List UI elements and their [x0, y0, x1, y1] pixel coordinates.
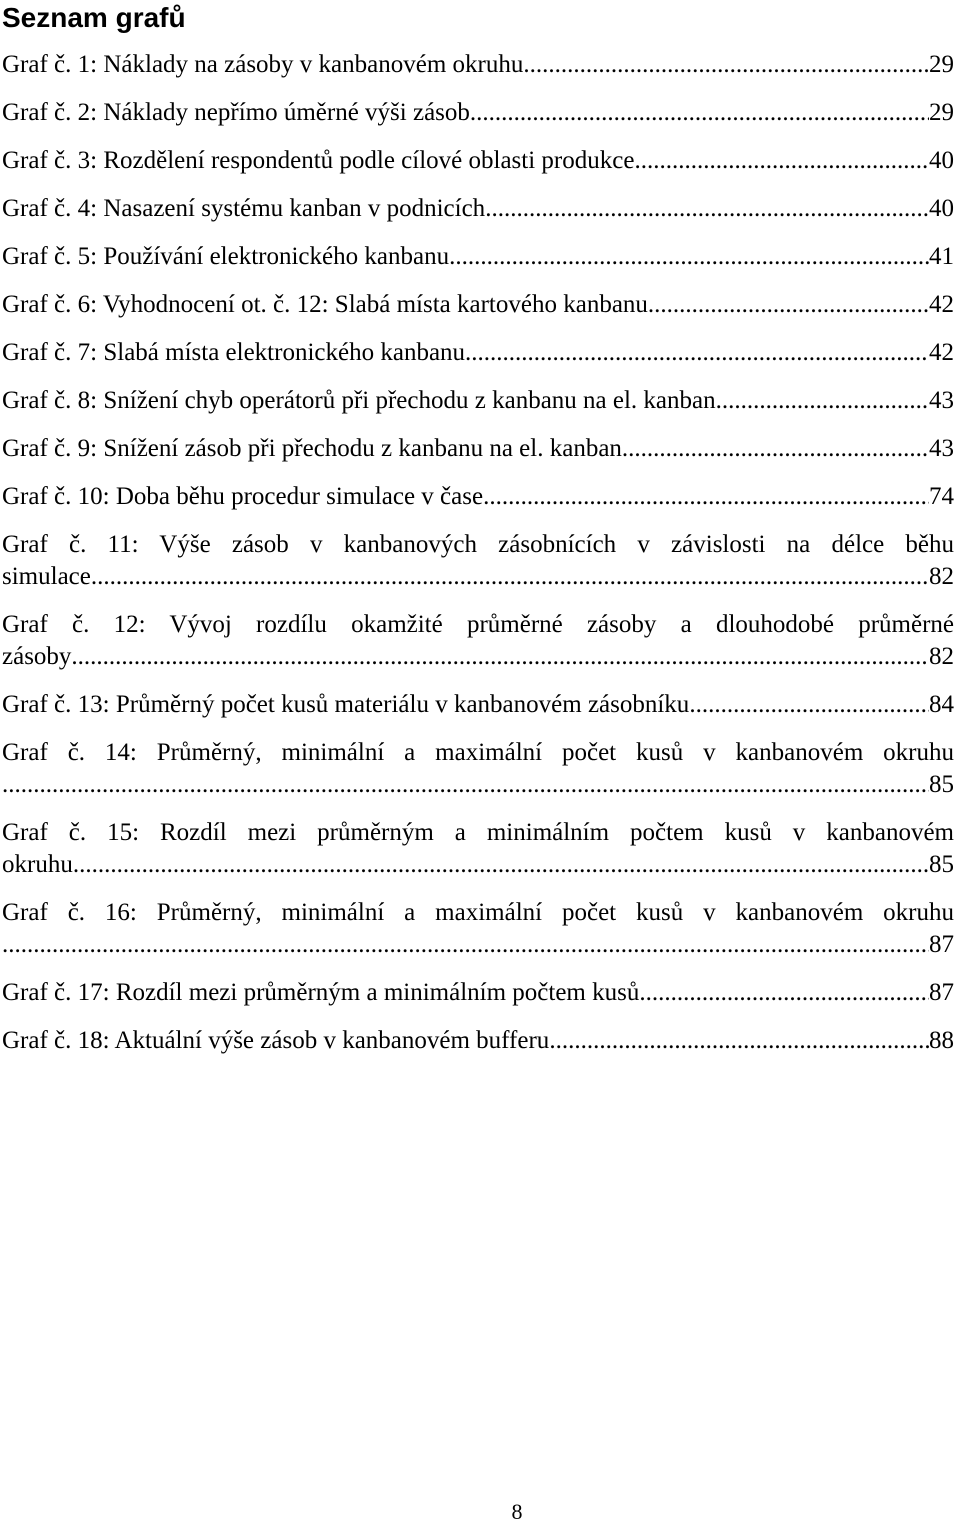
toc-entry-page: 42 [929, 339, 954, 366]
toc-entry-title: simulace [2, 563, 91, 590]
toc-entry[interactable] [2, 49, 954, 81]
toc-entry-title: Graf č. 10: Doba běhu procedur simulace v čase [2, 483, 484, 510]
toc-entry-page: 85 [929, 851, 954, 878]
toc-entry[interactable] [2, 1025, 954, 1057]
dot-leader [716, 385, 929, 417]
toc-entry-page: 29 [929, 99, 954, 126]
toc-entry-page: 74 [929, 483, 954, 510]
dot-leader [622, 433, 929, 465]
toc-entry[interactable] [2, 193, 954, 225]
toc-entry[interactable] [2, 145, 954, 177]
toc-entry-title: Graf č. 9: Snížení zásob při přechodu z kanbanu na el. kanban [2, 435, 622, 462]
toc-entry-title: Graf č. 14: Průměrný, minimální a maximální počet kusů v kanbanovém okruhu [2, 739, 954, 766]
toc-entry[interactable] [2, 433, 954, 465]
toc-entry-page: 82 [929, 563, 954, 590]
toc-entry[interactable] [2, 897, 954, 961]
toc-entry-page: 42 [929, 291, 954, 318]
toc-entry-page: 29 [929, 51, 954, 78]
toc-entry-title: Graf č. 12: Vývoj rozdílu okamžité průměrné zásoby a dlouhodobé průměrné [2, 611, 954, 638]
dot-leader [485, 193, 929, 225]
toc-entry-page: 87 [929, 979, 954, 1006]
dot-leader [634, 145, 929, 177]
dot-leader [91, 561, 929, 593]
toc-entry-title: Graf č. 1: Náklady na zásoby v kanbanovém okruhu [2, 51, 524, 78]
toc-entry-page: 88 [929, 1027, 954, 1054]
toc-entry-title: Graf č. 18: Aktuální výše zásob v kanbanovém bufferu [2, 1027, 550, 1054]
toc-entry-page: 85 [929, 771, 954, 798]
dot-leader [71, 641, 929, 673]
toc-entry[interactable] [2, 609, 954, 673]
dot-leader [549, 1025, 929, 1057]
page-number: 8 [511, 1499, 523, 1524]
toc-entry[interactable] [2, 241, 954, 273]
toc-entry-page: 43 [929, 387, 954, 414]
toc-entry-title: Graf č. 5: Používání elektronického kanbanu [2, 243, 450, 270]
dot-leader [483, 481, 929, 513]
toc-entry-title: Graf č. 17: Rozdíl mezi průměrným a minimálním počtem kusů [2, 979, 640, 1006]
list-of-graphs [2, 49, 954, 1073]
dot-leader [73, 849, 929, 881]
toc-entry-page: 82 [929, 643, 954, 670]
toc-entry[interactable] [2, 529, 954, 593]
toc-entry-title: okruhu [2, 851, 73, 878]
toc-entry-title: Graf č. 7: Slabá místa elektronického kanbanu [2, 339, 466, 366]
dot-leader [523, 49, 929, 81]
toc-entry[interactable] [2, 481, 954, 513]
dot-leader [648, 289, 929, 321]
toc-entry-page: 41 [929, 243, 954, 270]
toc-entry-title: Graf č. 8: Snížení chyb operátorů při přechodu z kanbanu na el. kanban [2, 387, 716, 414]
dot-leader [689, 689, 929, 721]
toc-entry-page: 87 [929, 931, 954, 958]
dot-leader [639, 977, 929, 1009]
toc-entry-title: zásoby [2, 643, 72, 670]
toc-entry-title: Graf č. 15: Rozdíl mezi průměrným a minimálním počtem kusů v kanbanovém [2, 819, 954, 846]
toc-entry-title: Graf č. 4: Nasazení systému kanban v podnicích [2, 195, 486, 222]
toc-entry[interactable] [2, 977, 954, 1009]
page-heading: Seznam grafů [2, 2, 186, 33]
toc-entry[interactable] [2, 289, 954, 321]
toc-entry-title: Graf č. 6: Vyhodnocení ot. č. 12: Slabá místa kartového kanbanu [2, 291, 648, 318]
toc-entry-page: 40 [929, 147, 954, 174]
toc-entry[interactable] [2, 97, 954, 129]
toc-entry-page: 43 [929, 435, 954, 462]
toc-entry[interactable] [2, 337, 954, 369]
toc-entry-page: 40 [929, 195, 954, 222]
toc-entry[interactable] [2, 689, 954, 721]
toc-entry-title: Graf č. 3: Rozdělení respondentů podle cílové oblasti produkce [2, 147, 635, 174]
toc-entry-title: Graf č. 2: Náklady nepřímo úměrné výši zásob [2, 99, 470, 126]
dot-leader [470, 97, 929, 129]
toc-entry[interactable] [2, 737, 954, 801]
dot-leader [2, 929, 929, 961]
toc-entry-title: Graf č. 13: Průměrný počet kusů materiálu v kanbanovém zásobníku [2, 691, 690, 718]
toc-entry-page: 84 [929, 691, 954, 718]
dot-leader [465, 337, 929, 369]
dot-leader [449, 241, 929, 273]
toc-entry[interactable] [2, 817, 954, 881]
toc-entry-title: Graf č. 16: Průměrný, minimální a maximální počet kusů v kanbanovém okruhu [2, 899, 954, 926]
toc-entry[interactable] [2, 385, 954, 417]
dot-leader [2, 769, 929, 801]
toc-entry-title: Graf č. 11: Výše zásob v kanbanových zásobnících v závislosti na délce běhu [2, 531, 954, 558]
